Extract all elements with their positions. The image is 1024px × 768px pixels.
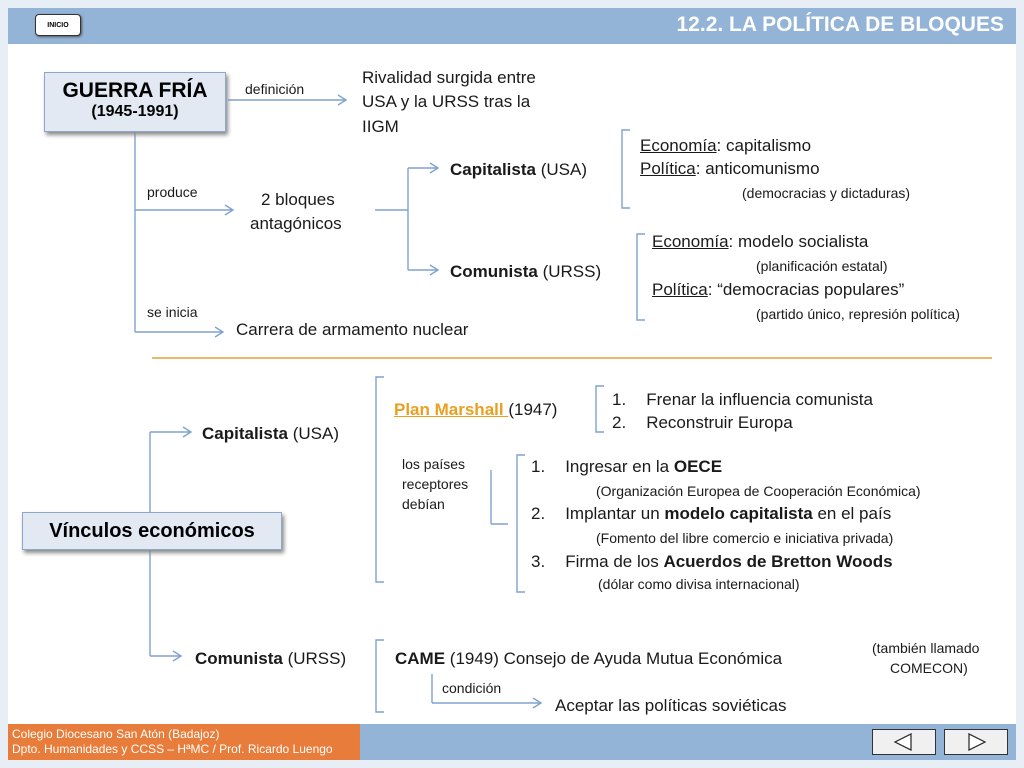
com-politica-note: (partido único, represión política): [756, 306, 960, 322]
definicion-label: definición: [245, 81, 305, 97]
triangle-left-icon: [873, 730, 935, 754]
requirement-2-note: (Fomento del libre comercio e iniciativa privada): [596, 530, 894, 546]
cap-politica: Política: anticomunismo: [640, 159, 820, 178]
inicio-button[interactable]: INICIO: [35, 14, 81, 36]
came-alias-line-2: COMECON): [890, 660, 968, 676]
requirement-1: 1. Ingresar en la OECE: [531, 457, 723, 476]
carrera-armamento: Carrera de armamento nuclear: [236, 320, 469, 339]
se-inicia-label: se inicia: [147, 304, 198, 320]
requirement-3: 3. Firma de los Acuerdos de Bretton Woods: [531, 552, 893, 571]
triangle-right-icon: [945, 730, 1007, 754]
receptores-line-2: receptores: [402, 476, 469, 492]
definition-line-3: IIGM: [362, 117, 399, 136]
cap-economia: Economía: capitalismo: [640, 136, 812, 155]
vinculos-box: Vínculos económicos: [22, 512, 282, 550]
requirement-1-note: (Organización Europea de Cooperación Económica): [596, 483, 921, 499]
definition-line-1: Rivalidad surgida entre: [362, 68, 536, 87]
came-alias-line-1: (también llamado: [872, 640, 980, 656]
condicion-label: condición: [442, 680, 502, 696]
guerra-fria-years: (1945-1991): [91, 103, 179, 120]
came: CAME (1949) Consejo de Ayuda Mutua Económica: [395, 649, 783, 668]
requirement-2: 2. Implantar un modelo capitalista en el país: [531, 504, 892, 523]
plan-marshall-link[interactable]: Plan Marshall: [394, 400, 509, 419]
top-comunista: Comunista (URSS): [450, 262, 602, 281]
produce-label: produce: [147, 184, 198, 200]
bloques-line-1: 2 bloques: [261, 190, 335, 209]
page-title: 12.2. LA POLÍTICA DE BLOQUES: [676, 13, 1004, 36]
com-politica: Política: “democracias populares”: [652, 280, 905, 299]
requirement-3-note: (dólar como divisa internacional): [598, 576, 800, 592]
aceptar-politicas: Aceptar las políticas soviéticas: [555, 696, 787, 715]
next-button[interactable]: [944, 729, 1008, 755]
plan-goal-2: 2. Reconstruir Europa: [612, 413, 793, 432]
plan-goal-1: 1. Frenar la influencia comunista: [612, 390, 873, 409]
cap-politica-note: (democracias y dictaduras): [742, 185, 911, 201]
prev-button[interactable]: [872, 729, 936, 755]
receptores-line-1: los países: [402, 456, 466, 472]
com-economia-note: (planificación estatal): [756, 258, 888, 274]
com-economia: Economía: modelo socialista: [652, 232, 869, 251]
top-capitalista: Capitalista (USA): [450, 160, 587, 179]
bottom-capitalista: Capitalista (USA): [202, 424, 339, 443]
guerra-fria-title: GUERRA FRÍA: [62, 79, 208, 102]
bottom-comunista: Comunista (URSS): [195, 649, 347, 668]
receptores-line-3: debían: [402, 496, 445, 512]
bloques-line-2: antagónicos: [250, 214, 342, 233]
guerra-fria-box: [44, 72, 226, 132]
footer-line-1: Colegio Diocesano San Atón (Badajoz): [12, 727, 220, 741]
definition-line-2: USA y la URSS tras la: [362, 92, 531, 111]
plan-marshall: Plan Marshall (1947): [394, 400, 558, 419]
footer-line-2: Dpto. Humanidades y CCSS – HªMC / Prof. Ricardo Luengo: [12, 742, 333, 756]
footer-credit: [8, 724, 360, 760]
